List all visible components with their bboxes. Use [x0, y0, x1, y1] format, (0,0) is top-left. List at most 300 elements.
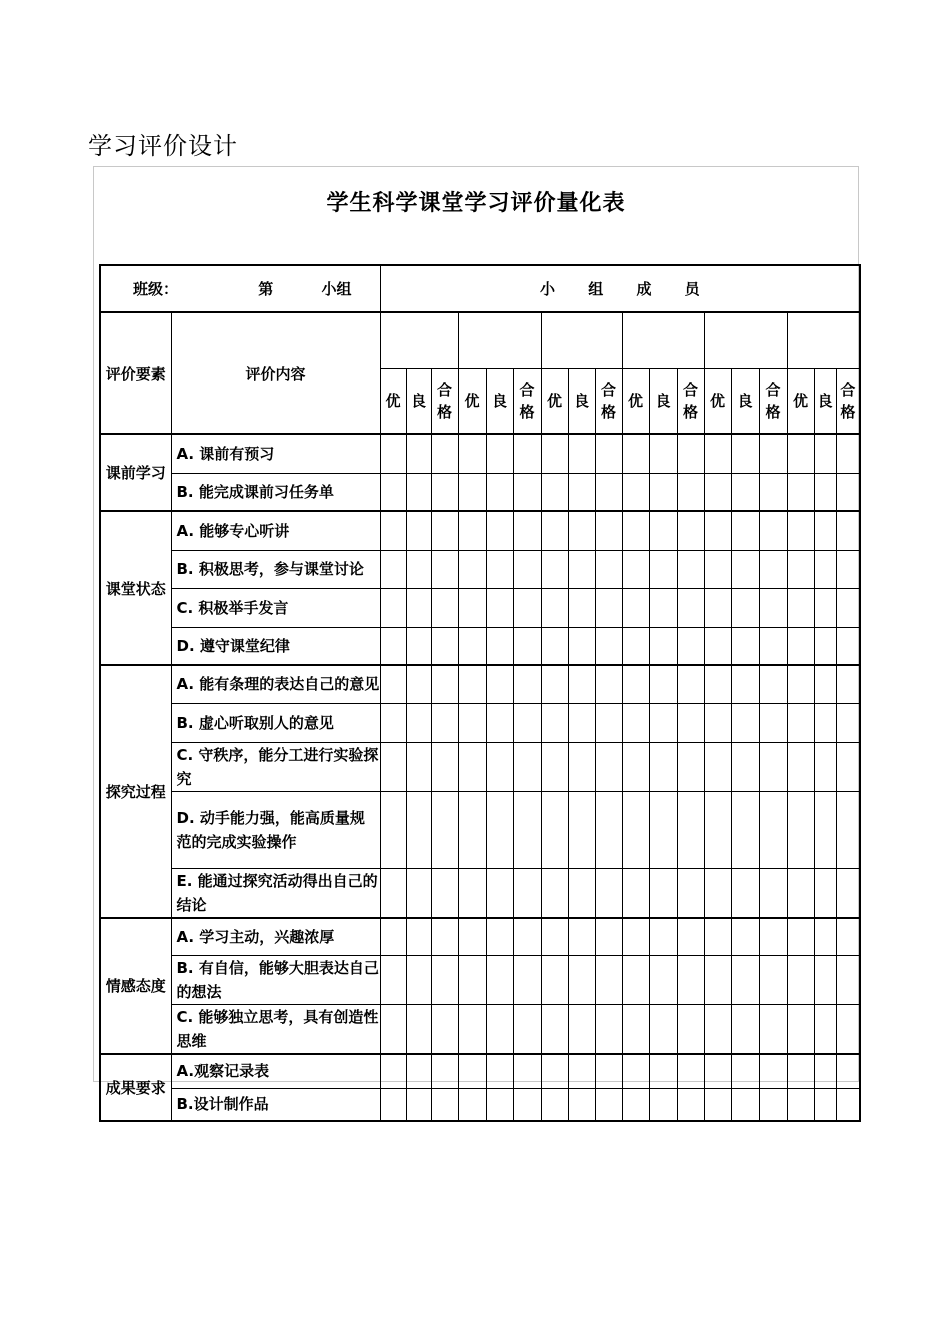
- evaluation-item: D. 遵守课堂纪律: [171, 627, 380, 665]
- score-cell[interactable]: [836, 1054, 860, 1088]
- score-cell[interactable]: [622, 511, 649, 550]
- score-cell[interactable]: [568, 550, 595, 588]
- score-cell[interactable]: [568, 742, 595, 791]
- score-cell[interactable]: [622, 588, 649, 627]
- table-row: [100, 1088, 860, 1121]
- score-cell[interactable]: [595, 918, 622, 956]
- score-cell[interactable]: [836, 434, 860, 473]
- score-cell[interactable]: [622, 434, 649, 473]
- score-cell[interactable]: [677, 703, 704, 742]
- score-cell[interactable]: [486, 868, 513, 918]
- score-cell[interactable]: [458, 868, 486, 918]
- score-cell[interactable]: [677, 627, 704, 665]
- score-cell[interactable]: [704, 791, 731, 868]
- score-cell[interactable]: [649, 588, 677, 627]
- score-cell[interactable]: [486, 918, 513, 956]
- score-cell[interactable]: [731, 1054, 759, 1088]
- score-cell[interactable]: [677, 434, 704, 473]
- score-cell[interactable]: [431, 665, 458, 703]
- score-cell[interactable]: [486, 1088, 513, 1121]
- score-cell[interactable]: [513, 1005, 541, 1055]
- score-cell[interactable]: [649, 742, 677, 791]
- score-cell[interactable]: [704, 665, 731, 703]
- score-cell[interactable]: [568, 1005, 595, 1055]
- score-cell[interactable]: [541, 1005, 568, 1055]
- score-cell[interactable]: [458, 1088, 486, 1121]
- score-cell[interactable]: [814, 868, 836, 918]
- score-cell[interactable]: [731, 1005, 759, 1055]
- score-cell[interactable]: [836, 473, 860, 511]
- score-cell[interactable]: [380, 550, 406, 588]
- score-cell[interactable]: [759, 1088, 787, 1121]
- score-cell[interactable]: [513, 511, 541, 550]
- score-cell[interactable]: [649, 1088, 677, 1121]
- score-cell[interactable]: [513, 956, 541, 1005]
- score-cell[interactable]: [541, 511, 568, 550]
- member-name-cell[interactable]: [704, 312, 787, 368]
- score-cell[interactable]: [513, 473, 541, 511]
- score-cell[interactable]: [568, 918, 595, 956]
- score-cell[interactable]: [787, 1054, 814, 1088]
- score-cell[interactable]: [677, 473, 704, 511]
- score-cell[interactable]: [486, 1005, 513, 1055]
- score-cell[interactable]: [431, 956, 458, 1005]
- score-cell[interactable]: [814, 791, 836, 868]
- score-cell[interactable]: [731, 473, 759, 511]
- score-cell[interactable]: [380, 1088, 406, 1121]
- score-cell[interactable]: [787, 473, 814, 511]
- score-cell[interactable]: [513, 627, 541, 665]
- score-cell[interactable]: [406, 742, 431, 791]
- score-cell[interactable]: [759, 588, 787, 627]
- score-cell[interactable]: [677, 588, 704, 627]
- score-cell[interactable]: [458, 627, 486, 665]
- score-cell[interactable]: [568, 1054, 595, 1088]
- score-cell[interactable]: [814, 627, 836, 665]
- score-cell[interactable]: [458, 1054, 486, 1088]
- score-cell[interactable]: [541, 918, 568, 956]
- score-cell[interactable]: [380, 1005, 406, 1055]
- score-cell[interactable]: [704, 1005, 731, 1055]
- score-cell[interactable]: [595, 627, 622, 665]
- score-cell[interactable]: [406, 434, 431, 473]
- score-cell[interactable]: [486, 588, 513, 627]
- score-cell[interactable]: [649, 627, 677, 665]
- score-cell[interactable]: [759, 511, 787, 550]
- score-cell[interactable]: [704, 473, 731, 511]
- score-cell[interactable]: [704, 1054, 731, 1088]
- score-cell[interactable]: [513, 434, 541, 473]
- score-cell[interactable]: [759, 550, 787, 588]
- score-cell[interactable]: [380, 665, 406, 703]
- score-cell[interactable]: [759, 956, 787, 1005]
- score-cell[interactable]: [595, 1088, 622, 1121]
- score-cell[interactable]: [513, 588, 541, 627]
- score-cell[interactable]: [458, 1005, 486, 1055]
- score-cell[interactable]: [836, 550, 860, 588]
- score-cell[interactable]: [541, 1054, 568, 1088]
- score-cell[interactable]: [541, 434, 568, 473]
- score-cell[interactable]: [649, 1054, 677, 1088]
- score-cell[interactable]: [622, 1005, 649, 1055]
- score-cell[interactable]: [814, 1088, 836, 1121]
- score-cell[interactable]: [677, 742, 704, 791]
- table-row: [100, 627, 860, 665]
- score-cell[interactable]: [836, 588, 860, 627]
- score-cell[interactable]: [406, 1088, 431, 1121]
- score-cell[interactable]: [595, 868, 622, 918]
- score-cell[interactable]: [568, 588, 595, 627]
- score-cell[interactable]: [704, 918, 731, 956]
- score-cell[interactable]: [380, 511, 406, 550]
- score-cell[interactable]: [406, 1054, 431, 1088]
- score-cell[interactable]: [380, 918, 406, 956]
- score-cell[interactable]: [380, 703, 406, 742]
- score-cell[interactable]: [406, 627, 431, 665]
- score-cell[interactable]: [568, 868, 595, 918]
- score-cell[interactable]: [380, 588, 406, 627]
- score-cell[interactable]: [836, 665, 860, 703]
- score-cell[interactable]: [814, 1005, 836, 1055]
- score-cell[interactable]: [622, 665, 649, 703]
- score-cell[interactable]: [731, 550, 759, 588]
- score-cell[interactable]: [431, 703, 458, 742]
- score-cell[interactable]: [836, 511, 860, 550]
- member-name-cell[interactable]: [541, 312, 622, 368]
- score-cell[interactable]: [486, 742, 513, 791]
- score-cell[interactable]: [431, 473, 458, 511]
- score-cell[interactable]: [595, 588, 622, 627]
- score-cell[interactable]: [759, 1005, 787, 1055]
- score-cell[interactable]: [595, 1054, 622, 1088]
- score-cell[interactable]: [731, 665, 759, 703]
- score-cell[interactable]: [731, 956, 759, 1005]
- score-cell[interactable]: [541, 627, 568, 665]
- score-cell[interactable]: [622, 1088, 649, 1121]
- score-cell[interactable]: [677, 956, 704, 1005]
- member-name-cell[interactable]: [458, 312, 541, 368]
- score-cell[interactable]: [731, 1088, 759, 1121]
- score-cell[interactable]: [595, 742, 622, 791]
- score-cell[interactable]: [814, 665, 836, 703]
- score-cell[interactable]: [431, 1005, 458, 1055]
- score-cell[interactable]: [787, 511, 814, 550]
- score-cell[interactable]: [731, 918, 759, 956]
- score-cell[interactable]: [759, 1054, 787, 1088]
- score-cell[interactable]: [406, 918, 431, 956]
- score-cell[interactable]: [787, 791, 814, 868]
- score-cell[interactable]: [704, 550, 731, 588]
- score-cell[interactable]: [787, 868, 814, 918]
- score-cell[interactable]: [458, 918, 486, 956]
- score-cell[interactable]: [595, 550, 622, 588]
- score-cell[interactable]: [759, 703, 787, 742]
- score-cell[interactable]: [814, 588, 836, 627]
- score-cell[interactable]: [836, 627, 860, 665]
- score-cell[interactable]: [380, 434, 406, 473]
- score-cell[interactable]: [513, 742, 541, 791]
- score-cell[interactable]: [677, 918, 704, 956]
- score-cell[interactable]: [595, 511, 622, 550]
- score-cell[interactable]: [406, 511, 431, 550]
- score-cell[interactable]: [759, 665, 787, 703]
- score-cell[interactable]: [541, 742, 568, 791]
- score-cell[interactable]: [787, 956, 814, 1005]
- score-cell[interactable]: [458, 434, 486, 473]
- score-cell[interactable]: [595, 1005, 622, 1055]
- score-cell[interactable]: [759, 918, 787, 956]
- score-cell[interactable]: [568, 791, 595, 868]
- score-cell[interactable]: [622, 473, 649, 511]
- score-cell[interactable]: [431, 550, 458, 588]
- score-cell[interactable]: [431, 742, 458, 791]
- member-name-cell[interactable]: [622, 312, 704, 368]
- score-cell[interactable]: [814, 473, 836, 511]
- grade-header-0: 优: [704, 368, 731, 434]
- score-cell[interactable]: [513, 918, 541, 956]
- score-cell[interactable]: [814, 918, 836, 956]
- score-cell[interactable]: [513, 665, 541, 703]
- score-cell[interactable]: [458, 703, 486, 742]
- score-cell[interactable]: [406, 868, 431, 918]
- score-cell[interactable]: [486, 627, 513, 665]
- score-cell[interactable]: [836, 1005, 860, 1055]
- score-cell[interactable]: [513, 868, 541, 918]
- score-cell[interactable]: [513, 1054, 541, 1088]
- score-cell[interactable]: [406, 1005, 431, 1055]
- score-cell[interactable]: [458, 550, 486, 588]
- score-cell[interactable]: [787, 550, 814, 588]
- score-cell[interactable]: [406, 550, 431, 588]
- score-cell[interactable]: [568, 473, 595, 511]
- score-cell[interactable]: [486, 1054, 513, 1088]
- score-cell[interactable]: [486, 703, 513, 742]
- score-cell[interactable]: [731, 703, 759, 742]
- score-cell[interactable]: [486, 791, 513, 868]
- score-cell[interactable]: [731, 511, 759, 550]
- score-cell[interactable]: [814, 1054, 836, 1088]
- score-cell[interactable]: [595, 703, 622, 742]
- score-cell[interactable]: [406, 588, 431, 627]
- score-cell[interactable]: [759, 742, 787, 791]
- score-cell[interactable]: [759, 473, 787, 511]
- score-cell[interactable]: [458, 956, 486, 1005]
- score-cell[interactable]: [622, 868, 649, 918]
- score-cell[interactable]: [458, 511, 486, 550]
- score-cell[interactable]: [731, 742, 759, 791]
- score-cell[interactable]: [787, 1005, 814, 1055]
- score-cell[interactable]: [787, 434, 814, 473]
- score-cell[interactable]: [814, 550, 836, 588]
- score-cell[interactable]: [513, 1088, 541, 1121]
- score-cell[interactable]: [649, 434, 677, 473]
- score-cell[interactable]: [595, 665, 622, 703]
- score-cell[interactable]: [677, 665, 704, 703]
- score-cell[interactable]: [622, 918, 649, 956]
- score-cell[interactable]: [836, 742, 860, 791]
- score-cell[interactable]: [541, 868, 568, 918]
- score-cell[interactable]: [380, 956, 406, 1005]
- score-cell[interactable]: [622, 627, 649, 665]
- score-cell[interactable]: [731, 627, 759, 665]
- score-cell[interactable]: [541, 588, 568, 627]
- score-cell[interactable]: [431, 1088, 458, 1121]
- score-cell[interactable]: [406, 473, 431, 511]
- score-cell[interactable]: [541, 473, 568, 511]
- score-cell[interactable]: [486, 473, 513, 511]
- score-cell[interactable]: [458, 473, 486, 511]
- score-cell[interactable]: [431, 627, 458, 665]
- score-cell[interactable]: [759, 868, 787, 918]
- score-cell[interactable]: [704, 1088, 731, 1121]
- score-cell[interactable]: [704, 511, 731, 550]
- score-cell[interactable]: [431, 791, 458, 868]
- score-cell[interactable]: [568, 665, 595, 703]
- score-cell[interactable]: [513, 550, 541, 588]
- score-cell[interactable]: [541, 550, 568, 588]
- score-cell[interactable]: [814, 434, 836, 473]
- score-cell[interactable]: [431, 1054, 458, 1088]
- score-cell[interactable]: [731, 868, 759, 918]
- score-cell[interactable]: [595, 791, 622, 868]
- score-cell[interactable]: [541, 956, 568, 1005]
- score-cell[interactable]: [677, 868, 704, 918]
- score-cell[interactable]: [380, 791, 406, 868]
- score-cell[interactable]: [649, 918, 677, 956]
- score-cell[interactable]: [568, 703, 595, 742]
- evaluation-item: A. 能够专心听讲: [171, 511, 380, 550]
- score-cell[interactable]: [595, 956, 622, 1005]
- score-cell[interactable]: [704, 434, 731, 473]
- score-cell[interactable]: [486, 511, 513, 550]
- score-cell[interactable]: [541, 791, 568, 868]
- score-cell[interactable]: [458, 665, 486, 703]
- score-cell[interactable]: [787, 665, 814, 703]
- score-cell[interactable]: [836, 1088, 860, 1121]
- score-cell[interactable]: [431, 868, 458, 918]
- score-cell[interactable]: [836, 918, 860, 956]
- score-cell[interactable]: [704, 742, 731, 791]
- score-cell[interactable]: [649, 473, 677, 511]
- score-cell[interactable]: [787, 742, 814, 791]
- score-cell[interactable]: [649, 550, 677, 588]
- score-cell[interactable]: [704, 703, 731, 742]
- score-cell[interactable]: [814, 956, 836, 1005]
- score-cell[interactable]: [458, 742, 486, 791]
- score-cell[interactable]: [814, 703, 836, 742]
- score-cell[interactable]: [486, 665, 513, 703]
- score-cell[interactable]: [649, 1005, 677, 1055]
- score-cell[interactable]: [486, 550, 513, 588]
- score-cell[interactable]: [622, 1054, 649, 1088]
- score-cell[interactable]: [513, 703, 541, 742]
- score-cell[interactable]: [380, 868, 406, 918]
- score-cell[interactable]: [649, 511, 677, 550]
- score-cell[interactable]: [814, 511, 836, 550]
- score-cell[interactable]: [787, 627, 814, 665]
- score-cell[interactable]: [568, 511, 595, 550]
- score-cell[interactable]: [731, 434, 759, 473]
- score-cell[interactable]: [622, 956, 649, 1005]
- score-cell[interactable]: [406, 703, 431, 742]
- score-cell[interactable]: [486, 434, 513, 473]
- score-cell[interactable]: [595, 434, 622, 473]
- score-cell[interactable]: [677, 1054, 704, 1088]
- score-cell[interactable]: [486, 956, 513, 1005]
- score-cell[interactable]: [649, 791, 677, 868]
- score-cell[interactable]: [677, 791, 704, 868]
- score-cell[interactable]: [431, 511, 458, 550]
- score-cell[interactable]: [677, 550, 704, 588]
- score-cell[interactable]: [787, 1088, 814, 1121]
- score-cell[interactable]: [787, 918, 814, 956]
- score-cell[interactable]: [380, 627, 406, 665]
- score-cell[interactable]: [568, 1088, 595, 1121]
- score-cell[interactable]: [622, 791, 649, 868]
- score-cell[interactable]: [380, 742, 406, 791]
- score-cell[interactable]: [836, 956, 860, 1005]
- score-cell[interactable]: [759, 627, 787, 665]
- score-cell[interactable]: [704, 627, 731, 665]
- score-cell[interactable]: [649, 956, 677, 1005]
- score-cell[interactable]: [568, 627, 595, 665]
- score-cell[interactable]: [622, 703, 649, 742]
- grade-header-2: 合 格: [677, 368, 704, 434]
- score-cell[interactable]: [431, 918, 458, 956]
- score-cell[interactable]: [836, 791, 860, 868]
- score-cell[interactable]: [787, 588, 814, 627]
- member-name-cell[interactable]: [380, 312, 458, 368]
- score-cell[interactable]: [431, 588, 458, 627]
- score-cell[interactable]: [541, 665, 568, 703]
- score-cell[interactable]: [759, 434, 787, 473]
- score-cell[interactable]: [513, 791, 541, 868]
- score-cell[interactable]: [595, 473, 622, 511]
- score-cell[interactable]: [759, 791, 787, 868]
- score-cell[interactable]: [649, 703, 677, 742]
- score-cell[interactable]: [541, 703, 568, 742]
- score-cell[interactable]: [458, 791, 486, 868]
- member-name-cell[interactable]: [787, 312, 860, 368]
- score-cell[interactable]: [431, 434, 458, 473]
- score-cell[interactable]: [677, 1005, 704, 1055]
- score-cell[interactable]: [677, 511, 704, 550]
- score-cell[interactable]: [406, 791, 431, 868]
- score-cell[interactable]: [380, 473, 406, 511]
- score-cell[interactable]: [568, 956, 595, 1005]
- score-cell[interactable]: [836, 868, 860, 918]
- score-cell[interactable]: [787, 703, 814, 742]
- score-cell[interactable]: [622, 550, 649, 588]
- score-cell[interactable]: [731, 588, 759, 627]
- score-cell[interactable]: [541, 1088, 568, 1121]
- score-cell[interactable]: [704, 868, 731, 918]
- score-cell[interactable]: [406, 665, 431, 703]
- score-cell[interactable]: [704, 588, 731, 627]
- score-cell[interactable]: [814, 742, 836, 791]
- score-cell[interactable]: [458, 588, 486, 627]
- score-cell[interactable]: [704, 956, 731, 1005]
- score-cell[interactable]: [406, 956, 431, 1005]
- score-cell[interactable]: [622, 742, 649, 791]
- score-cell[interactable]: [677, 1088, 704, 1121]
- score-cell[interactable]: [649, 665, 677, 703]
- score-cell[interactable]: [568, 434, 595, 473]
- score-cell[interactable]: [731, 791, 759, 868]
- score-cell[interactable]: [380, 1054, 406, 1088]
- score-cell[interactable]: [649, 868, 677, 918]
- score-cell[interactable]: [836, 703, 860, 742]
